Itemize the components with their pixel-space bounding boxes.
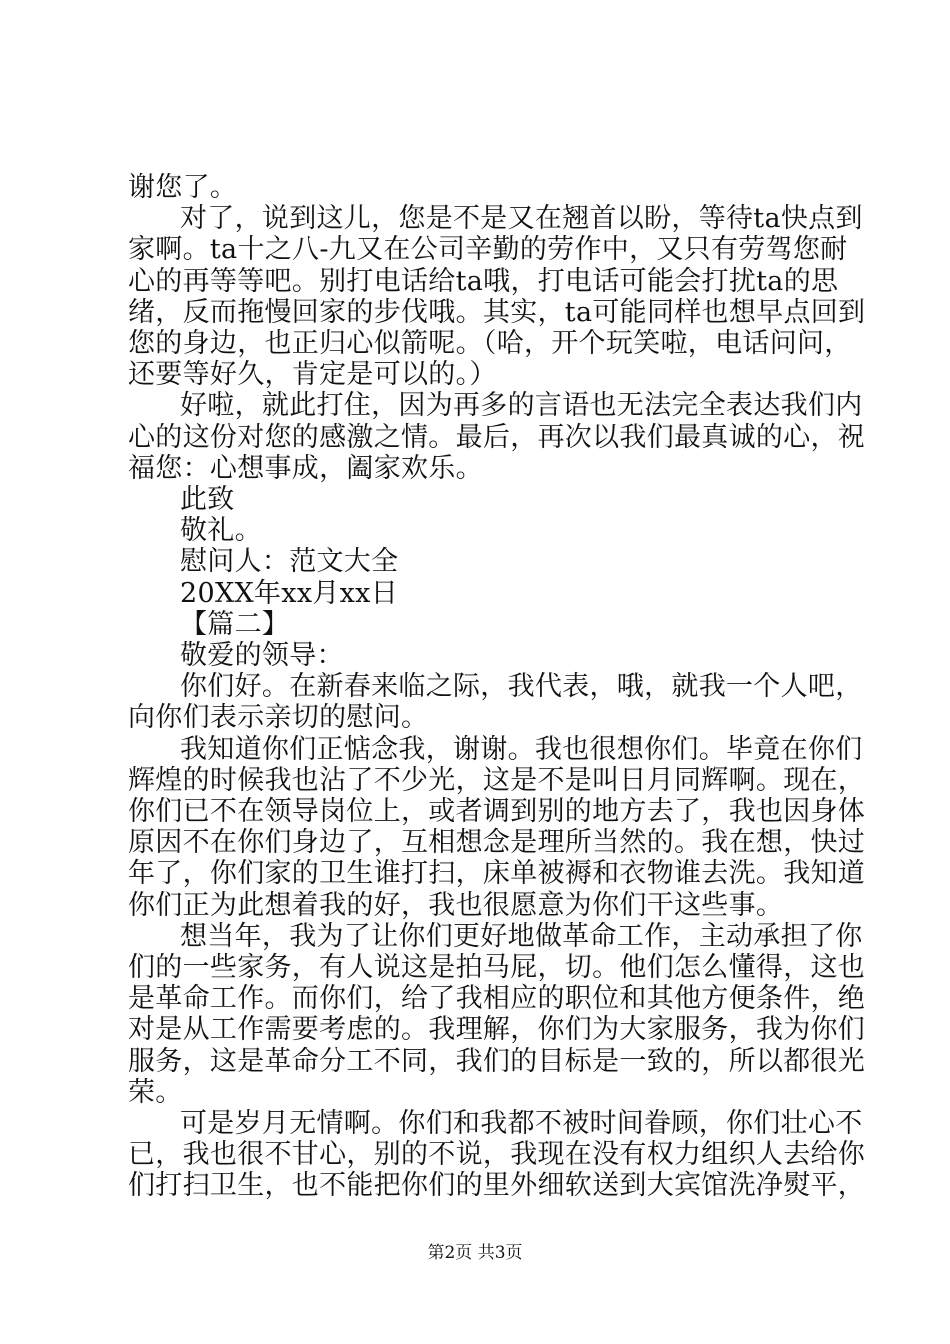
paragraph-first-line: 好啦，就此打住，因为再多的言语也无法完全表达我们内 xyxy=(180,390,863,421)
text-line: 谢您了。 xyxy=(128,172,238,203)
text-line: 服务，这是革命分工不同，我们的目标是一致的，所以都很光 xyxy=(128,1046,866,1077)
salutation: 敬爱的领导： xyxy=(180,640,344,671)
paragraph-first-line: 想当年，我为了让你们更好地做革命工作，主动承担了你 xyxy=(180,921,863,952)
section-heading: 【篇二】 xyxy=(180,609,290,640)
text-line: 绪，反而拖慢回家的步伐哦。其实，ta可能同样也想早点回到 xyxy=(128,297,866,328)
text-line: 荣。 xyxy=(128,1077,183,1108)
text-line: 你们正为此想着我的好，我也很愿意为你们干这些事。 xyxy=(128,890,784,921)
closing-salutation: 此致 xyxy=(180,484,235,515)
text-line: 年了，你们家的卫生谁打扫，床单被褥和衣物谁去洗。我知道 xyxy=(128,858,866,889)
text-line: 心的这份对您的感激之情。最后，再次以我们最真诚的心，祝 xyxy=(128,422,866,453)
text-line: 福您：心想事成，阖家欢乐。 xyxy=(128,453,483,484)
text-line: 对是从工作需要考虑的。我理解，你们为大家服务，我为你们 xyxy=(128,1014,866,1045)
text-line: 原因不在你们身边了，互相想念是理所当然的。我在想，快过 xyxy=(128,827,866,858)
text-line: 已，我也很不甘心，别的不说，我现在没有权力组织人去给你 xyxy=(128,1139,866,1170)
text-line: 家啊。ta十之八-九又在公司辛勤的劳作中，又只有劳驾您耐 xyxy=(128,234,848,265)
signature-line: 慰问人：范文大全 xyxy=(180,546,399,577)
paragraph-first-line: 你们好。在新春来临之际，我代表，哦，就我一个人吧， xyxy=(180,671,863,702)
text-line: 您的身边，也正归心似箭呢。（哈，开个玩笑啦，电话问问， xyxy=(128,328,852,359)
text-line: 是革命工作。而你们，给了我相应的职位和其他方便条件，绝 xyxy=(128,983,866,1014)
text-line: 你们已不在领导岗位上，或者调到别的地方去了，我也因身体 xyxy=(128,796,866,827)
page-number-footer: 第2页 共3页 xyxy=(427,1243,523,1263)
paragraph-first-line: 可是岁月无情啊。你们和我都不被时间眷顾，你们壮心不 xyxy=(180,1108,863,1139)
text-line: 们打扫卫生，也不能把你们的里外细软送到大宾馆洗净熨平， xyxy=(128,1170,866,1201)
paragraph-first-line: 对了，说到这儿，您是不是又在翘首以盼，等待ta快点到 xyxy=(180,203,863,234)
text-line: 心的再等等吧。别打电话给ta哦，打电话可能会打扰ta的思 xyxy=(128,266,839,297)
paragraph-first-line: 我知道你们正惦念我，谢谢。我也很想你们。毕竟在你们 xyxy=(180,734,863,765)
text-line: 们的一些家务，有人说这是拍马屁，切。他们怎么懂得，这也 xyxy=(128,952,866,983)
text-line: 还要等好久，肯定是可以的。） xyxy=(128,359,497,390)
date-line: 20XX年xx月xx日 xyxy=(180,578,399,609)
text-line: 向你们表示亲切的慰问。 xyxy=(128,702,429,733)
text-line: 辉煌的时候我也沾了不少光，这是不是叫日月同辉啊。现在， xyxy=(128,765,866,796)
closing-regards: 敬礼。 xyxy=(180,515,262,546)
